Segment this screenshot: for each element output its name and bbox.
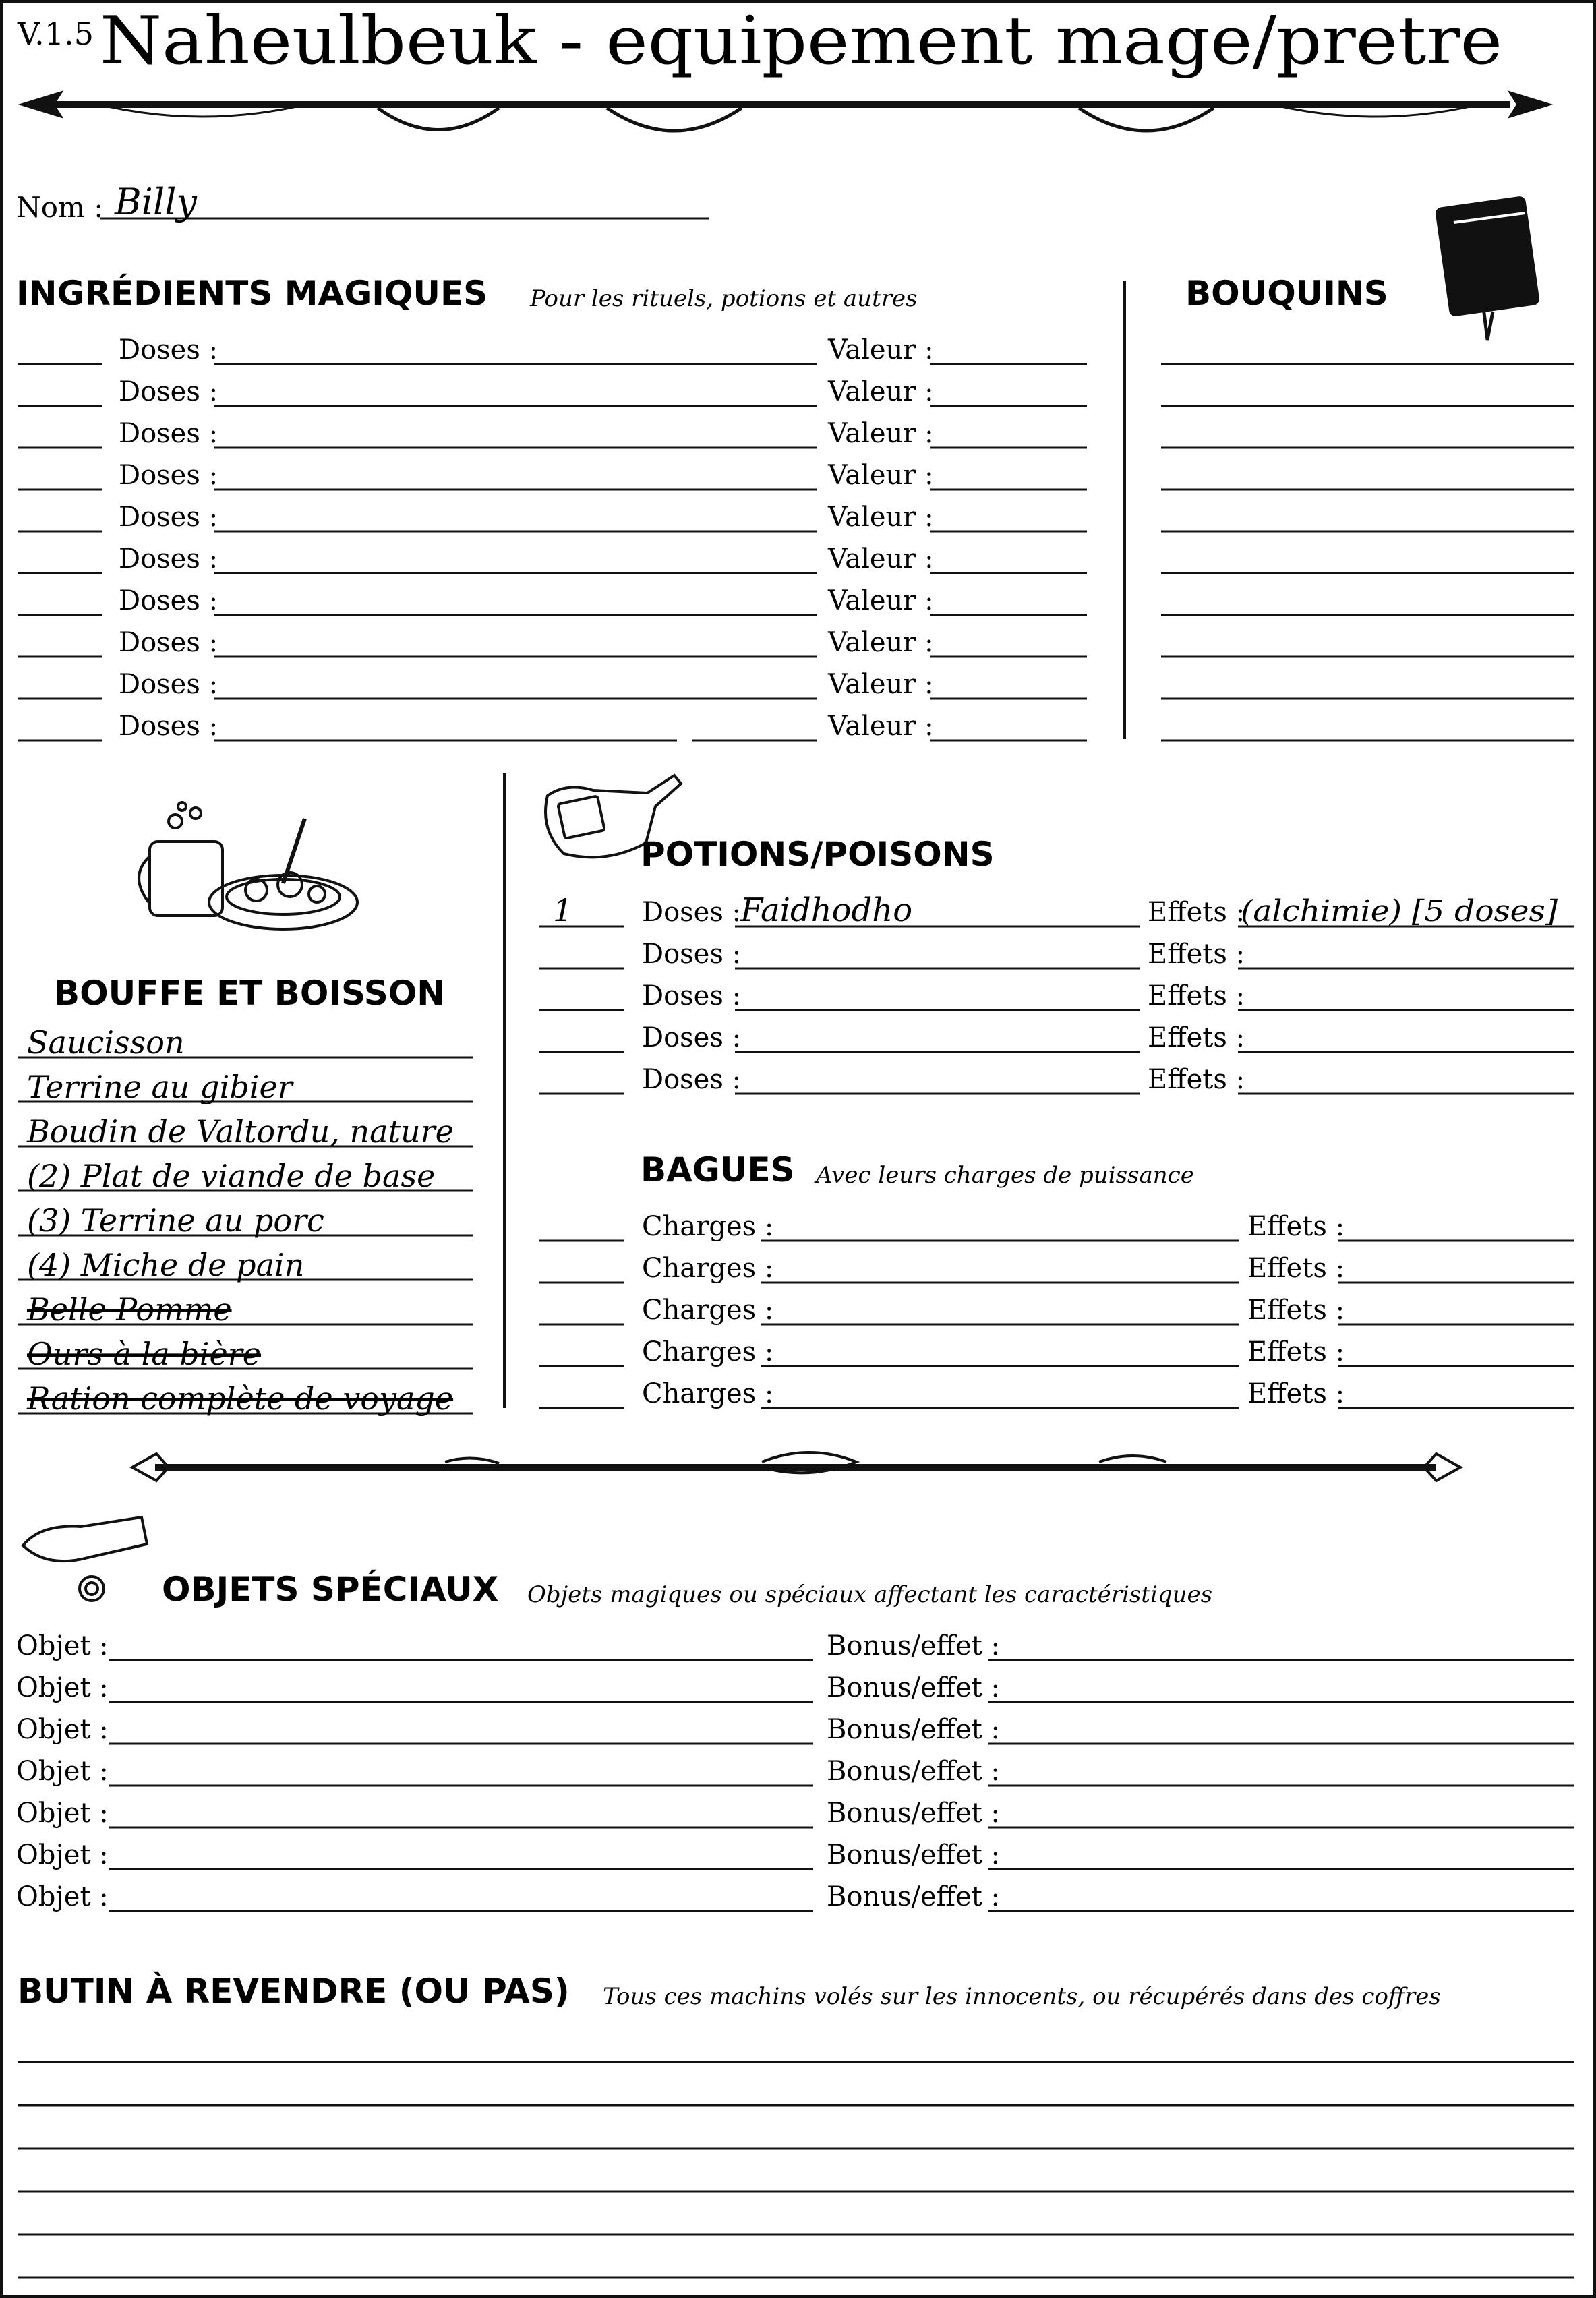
special-objects-list: [16, 1630, 1574, 1912]
special-bonus-label: Bonus/effet :: [827, 1798, 1001, 1829]
rings-title: BAGUES: [641, 1150, 795, 1189]
food-item[interactable]: (2) Plat de viande de base: [27, 1158, 436, 1194]
ingredients-subtitle: Pour les rituels, potions et autres: [530, 285, 918, 312]
ring-charges-label: Charges :: [642, 1295, 774, 1326]
potions-title: POTIONS/POISONS: [641, 835, 995, 874]
ring-charges-label: Charges :: [642, 1253, 774, 1284]
ingredient-doses-label: Doses :: [119, 376, 218, 407]
ingredients-title: INGRÉDIENTS MAGIQUES: [16, 274, 488, 313]
ingredient-doses-label: Doses :: [119, 543, 218, 574]
special-bonus-label: Bonus/effet :: [827, 1881, 1001, 1912]
loot-list: [18, 2062, 1574, 2278]
potion-doses-label: Doses :: [642, 1022, 742, 1053]
food-plate-icon: [139, 802, 357, 929]
ring-charges-label: Charges :: [642, 1211, 774, 1242]
special-bonus-label: Bonus/effet :: [827, 1714, 1001, 1745]
version-label: V.1.5: [18, 16, 94, 52]
ingredients-list: [18, 334, 1087, 742]
special-object-label: Objet :: [16, 1798, 109, 1829]
ingredient-value-label: Valeur :: [828, 711, 934, 742]
food-item[interactable]: Ours à la bière: [27, 1336, 261, 1372]
ring-effects-label: Effets :: [1247, 1295, 1345, 1326]
ingredient-value-label: Valeur :: [828, 585, 934, 616]
potion-doses-label: Doses :: [642, 939, 742, 970]
ingredient-value-label: Valeur :: [828, 418, 934, 449]
rings-list: [539, 1211, 1574, 1409]
ingredient-doses-label: Doses :: [119, 627, 218, 658]
ring-effects-label: Effets :: [1247, 1211, 1345, 1242]
ingredient-doses-label: Doses :: [119, 460, 218, 491]
ingredient-doses-label: Doses :: [119, 711, 218, 742]
potion-effects-label: Effets :: [1148, 897, 1245, 928]
ingredient-value-label: Valeur :: [828, 460, 934, 491]
ingredient-doses-label: Doses :: [119, 669, 218, 700]
potion-effects-label: Effets :: [1148, 939, 1245, 970]
special-object-label: Objet :: [16, 1881, 109, 1912]
special-object-label: Objet :: [16, 1839, 109, 1870]
potion-doses-label: Doses :: [642, 980, 742, 1011]
books-title: BOUQUINS: [1185, 274, 1388, 313]
special-bonus-label: Bonus/effet :: [827, 1672, 1001, 1703]
food-item[interactable]: Boudin de Valtordu, nature: [27, 1113, 454, 1150]
ingredient-doses-label: Doses :: [119, 585, 218, 616]
ingredient-value-label: Valeur :: [828, 627, 934, 658]
food-item[interactable]: (3) Terrine au porc: [27, 1202, 324, 1239]
ingredient-value-label: Valeur :: [828, 376, 934, 407]
food-item[interactable]: Ration complète de voyage: [27, 1380, 454, 1417]
ingredient-doses-label: Doses :: [119, 502, 218, 533]
ring-effects-label: Effets :: [1247, 1336, 1345, 1367]
potion-effects-label: Effets :: [1148, 1064, 1245, 1095]
food-item[interactable]: Belle Pomme: [27, 1291, 232, 1328]
ingredient-value-label: Valeur :: [828, 669, 934, 700]
special-subtitle: Objets magiques ou spéciaux affectant les caractéristiques: [527, 1581, 1213, 1608]
potions-list: [539, 891, 1574, 1095]
loot-title: BUTIN À REVENDRE (OU PAS): [18, 1972, 570, 2011]
name-field[interactable]: Billy: [115, 181, 198, 223]
scroll-ring-icon: [23, 1517, 147, 1601]
ring-charges-label: Charges :: [642, 1378, 774, 1409]
ingredient-value-label: Valeur :: [828, 334, 934, 365]
loot-subtitle: Tous ces machins volés sur les innocents, ou récupérés dans des coffres: [603, 1983, 1441, 2010]
ring-charges-label: Charges :: [642, 1336, 774, 1367]
books-list: [1161, 364, 1574, 740]
page-title: Naheulbeuk - equipement mage/pretre: [100, 3, 1502, 80]
food-item[interactable]: Terrine au gibier: [27, 1069, 293, 1105]
food-item[interactable]: (4) Miche de pain: [27, 1247, 305, 1283]
ingredient-doses-label: Doses :: [119, 418, 218, 449]
special-object-label: Objet :: [16, 1672, 109, 1703]
special-bonus-label: Bonus/effet :: [827, 1756, 1001, 1787]
special-object-label: Objet :: [16, 1714, 109, 1745]
book-icon: [1436, 197, 1539, 340]
potion-effects-value[interactable]: (alchimie) [5 doses]: [1241, 894, 1558, 929]
special-title: OBJETS SPÉCIAUX: [162, 1570, 499, 1609]
potion-doses-label: Doses :: [642, 1064, 742, 1095]
ring-effects-label: Effets :: [1247, 1378, 1345, 1409]
special-object-label: Objet :: [16, 1630, 109, 1661]
ring-effects-label: Effets :: [1247, 1253, 1345, 1284]
food-title: BOUFFE ET BOISSON: [54, 974, 446, 1013]
potion-effects-label: Effets :: [1148, 1022, 1245, 1053]
potion-qty-value[interactable]: 1: [553, 892, 573, 929]
special-object-label: Objet :: [16, 1756, 109, 1787]
food-item[interactable]: Saucisson: [27, 1024, 185, 1061]
special-bonus-label: Bonus/effet :: [827, 1839, 1001, 1870]
special-bonus-label: Bonus/effet :: [827, 1630, 1001, 1661]
rings-subtitle: Avec leurs charges de puissance: [816, 1162, 1194, 1189]
ingredient-value-label: Valeur :: [828, 502, 934, 533]
ingredient-value-label: Valeur :: [828, 543, 934, 574]
potion-name-value[interactable]: Faidhodho: [740, 891, 913, 929]
name-label: Nom :: [16, 191, 104, 224]
spear-divider: [20, 92, 1551, 131]
food-list: [18, 1024, 473, 1417]
potion-doses-label: Doses :: [642, 897, 742, 928]
ingredient-doses-label: Doses :: [119, 334, 218, 365]
potion-effects-label: Effets :: [1148, 980, 1245, 1011]
staff-divider: [132, 1452, 1460, 1481]
